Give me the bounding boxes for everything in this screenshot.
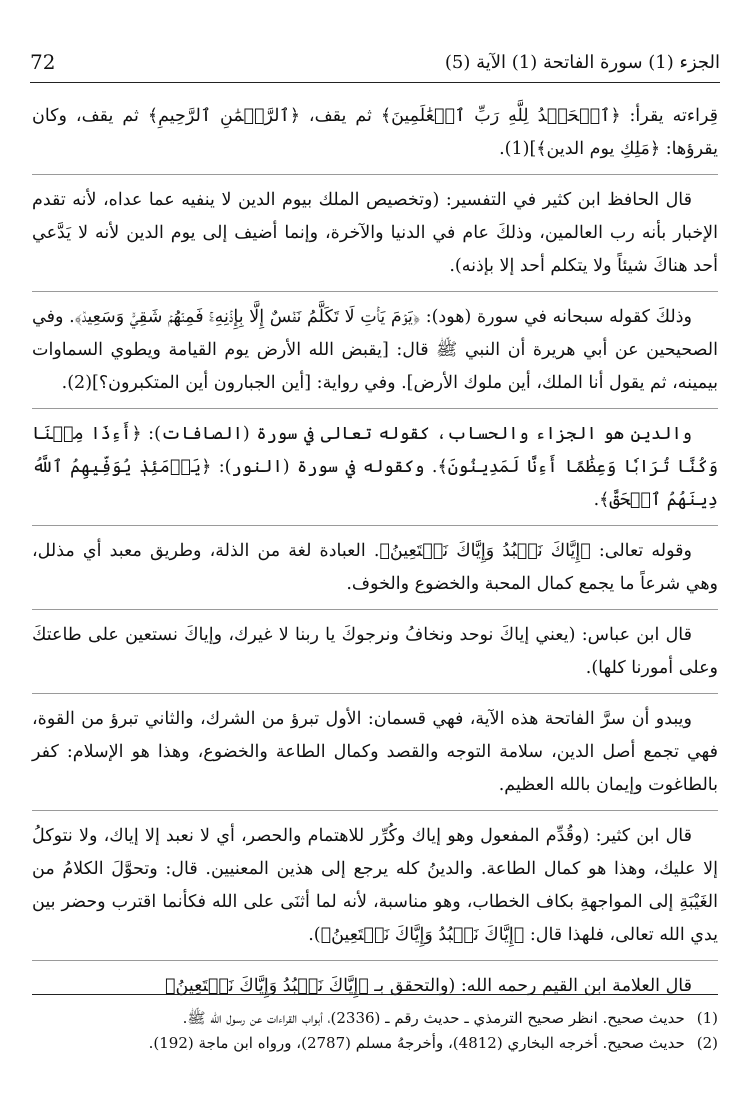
- paragraph-divider: [32, 960, 718, 961]
- footnote-number: (2): [696, 1034, 718, 1052]
- paragraph-3: وذلكَ كقوله سبحانه في سورة (هود): ﴿يَوۡمَ يَأۡتِ لَا تَكَلَّمُ نَفۡسٌ إِلَّا بِإِذۡنِهِۦۚ فَمِنۡهُمۡ شَقِيّٞ وَسَعِيدٞ﴾. وفي الصحيحين عن أبي هريرة أن النبي ﷺ قال: [يقبض الله الأرض يوم القيامة ويطوي السماوات بيمينه، ثم يقول أنا الملك، أين ملوك الأرض]. وفي رواية: [أين الجبارون أين المتكبرون؟](2).: [32, 307, 718, 393]
- footnote-separator: [32, 994, 718, 995]
- running-title: الجزء (1) سورة الفاتحة (1) الآية (5): [444, 52, 720, 73]
- paragraph-9: قال العلامة ابن القيم رحمه الله: (والتحقق بـ ﴿إِيَّاكَ نَعۡبُدُ وَإِيَّاكَ نَسۡتَعِينُ﴾: [165, 976, 692, 996]
- paragraph-4: والدين هو الجزاء والحساب، كقوله تعالى في سورة (الصافات): ﴿أَءِذَا مِتۡنَا وَكُنَّا تُرَابٗا وَعِظَٰمًا أَءِنَّا لَمَدِينُونَ﴾. وكقوله في سورة (النور): ﴿يَوۡمَئِذٖ يُوَفِّيهِمُ ٱللَّهُ دِينَهُمُ ٱلۡحَقَّ﴾.: [32, 424, 718, 510]
- paragraph-divider: [32, 525, 718, 526]
- paragraph-divider: [32, 609, 718, 610]
- footnotes: [32, 1006, 718, 1056]
- page-body: [32, 100, 718, 1011]
- footnote: [32, 1031, 718, 1056]
- paragraph-7: ويبدو أن سرَّ الفاتحة هذه الآية، فهي قسمان: الأول تبرؤ من الشرك، والثاني تبرؤ من القوة، فهي تجمع أصل الدين، سلامة التوجه والقصد وكمال الطاعة والخضوع، وهذا هو الإسلام: كفر بالطاغوت وإيمان بالله العظيم.: [32, 709, 718, 795]
- footnote: [32, 1006, 718, 1031]
- footnote-text: حديث صحيح. أخرجه البخاري (4812)، وأخرجهُ مسلم (2787)، ورواه ابن ماجة (192).: [148, 1034, 685, 1052]
- paragraph-divider: [32, 408, 718, 409]
- paragraph-divider: [32, 174, 718, 175]
- paragraph-divider: [32, 693, 718, 694]
- paragraph-8: قال ابن كثير: (وقُدِّم المفعول وهو إياك وكُرِّر للاهتمام والحصر، أي لا نعبد إلا إياك، ولا نتوكلُ إلا عليك، وهذا هو كمال الطاعة. والدينُ كله يرجع إلى هذين المعنيين. قال: وتحوَّلَ الكلامُ من الغَيْبَةِ إلى المواجهةِ بكاف الخطاب، وهو مناسبة، لأنه لما أثنَى على الله فكأنما اقترب وحضر بين يدي الله تعالى، فلهذا قال: ﴿إِيَّاكَ نَعۡبُدُ وَإِيَّاكَ نَسۡتَعِينُ﴾).: [32, 826, 718, 945]
- paragraph-5: وقوله تعالى: ﴿إِيَّاكَ نَعۡبُدُ وَإِيَّاكَ نَسۡتَعِينُ﴾. العبادة لغة من الذلة، وطريق معبد أي مذلل، وهي شرعاً ما يجمع كمال المحبة والخضوع والخوف.: [32, 541, 718, 594]
- footnote-text: حديث صحيح. انظر صحيح الترمذي ـ حديث رقم ـ (2336)، أبواب القراءات عن رسول الله ﷺ.: [182, 1009, 685, 1027]
- paragraph-1: قِراءته يقرأ: ﴿ٱلۡحَمۡدُ لِلَّهِ رَبِّ ٱلۡعَٰلَمِينَ﴾ ثم يقف، ﴿ٱلرَّحۡمَٰنِ ٱلرَّحِيمِ﴾ ثم يقف، وكان يقرؤها: ﴿مَلِكِ يوم الدين﴾](1).: [32, 106, 718, 159]
- paragraph-divider: [32, 810, 718, 811]
- page-number: 72: [30, 50, 56, 74]
- paragraph-divider: [32, 291, 718, 292]
- paragraph-2: قال الحافظ ابن كثير في التفسير: (وتخصيص الملك بيوم الدين لا ينفيه عما عداه، لأنه تقدم الإخبار بأنه رب العالمين، وذلكَ عام في الدنيا والآخرة، وإنما أضيف إلى يوم الدين لأنه لا يَدَّعي أحد هناكَ شيئاً ولا يتكلم أحد إلا بإذنه).: [32, 190, 718, 276]
- page-header: [30, 46, 720, 83]
- paragraph-6: قال ابن عباس: (يعني إياكَ نوحد ونخافُ ونرجوكَ يا ربنا لا غيرك، وإياكَ نستعين على طاعتكَ وعلى أمورنا كلها).: [32, 625, 718, 678]
- footnote-number: (1): [696, 1009, 718, 1027]
